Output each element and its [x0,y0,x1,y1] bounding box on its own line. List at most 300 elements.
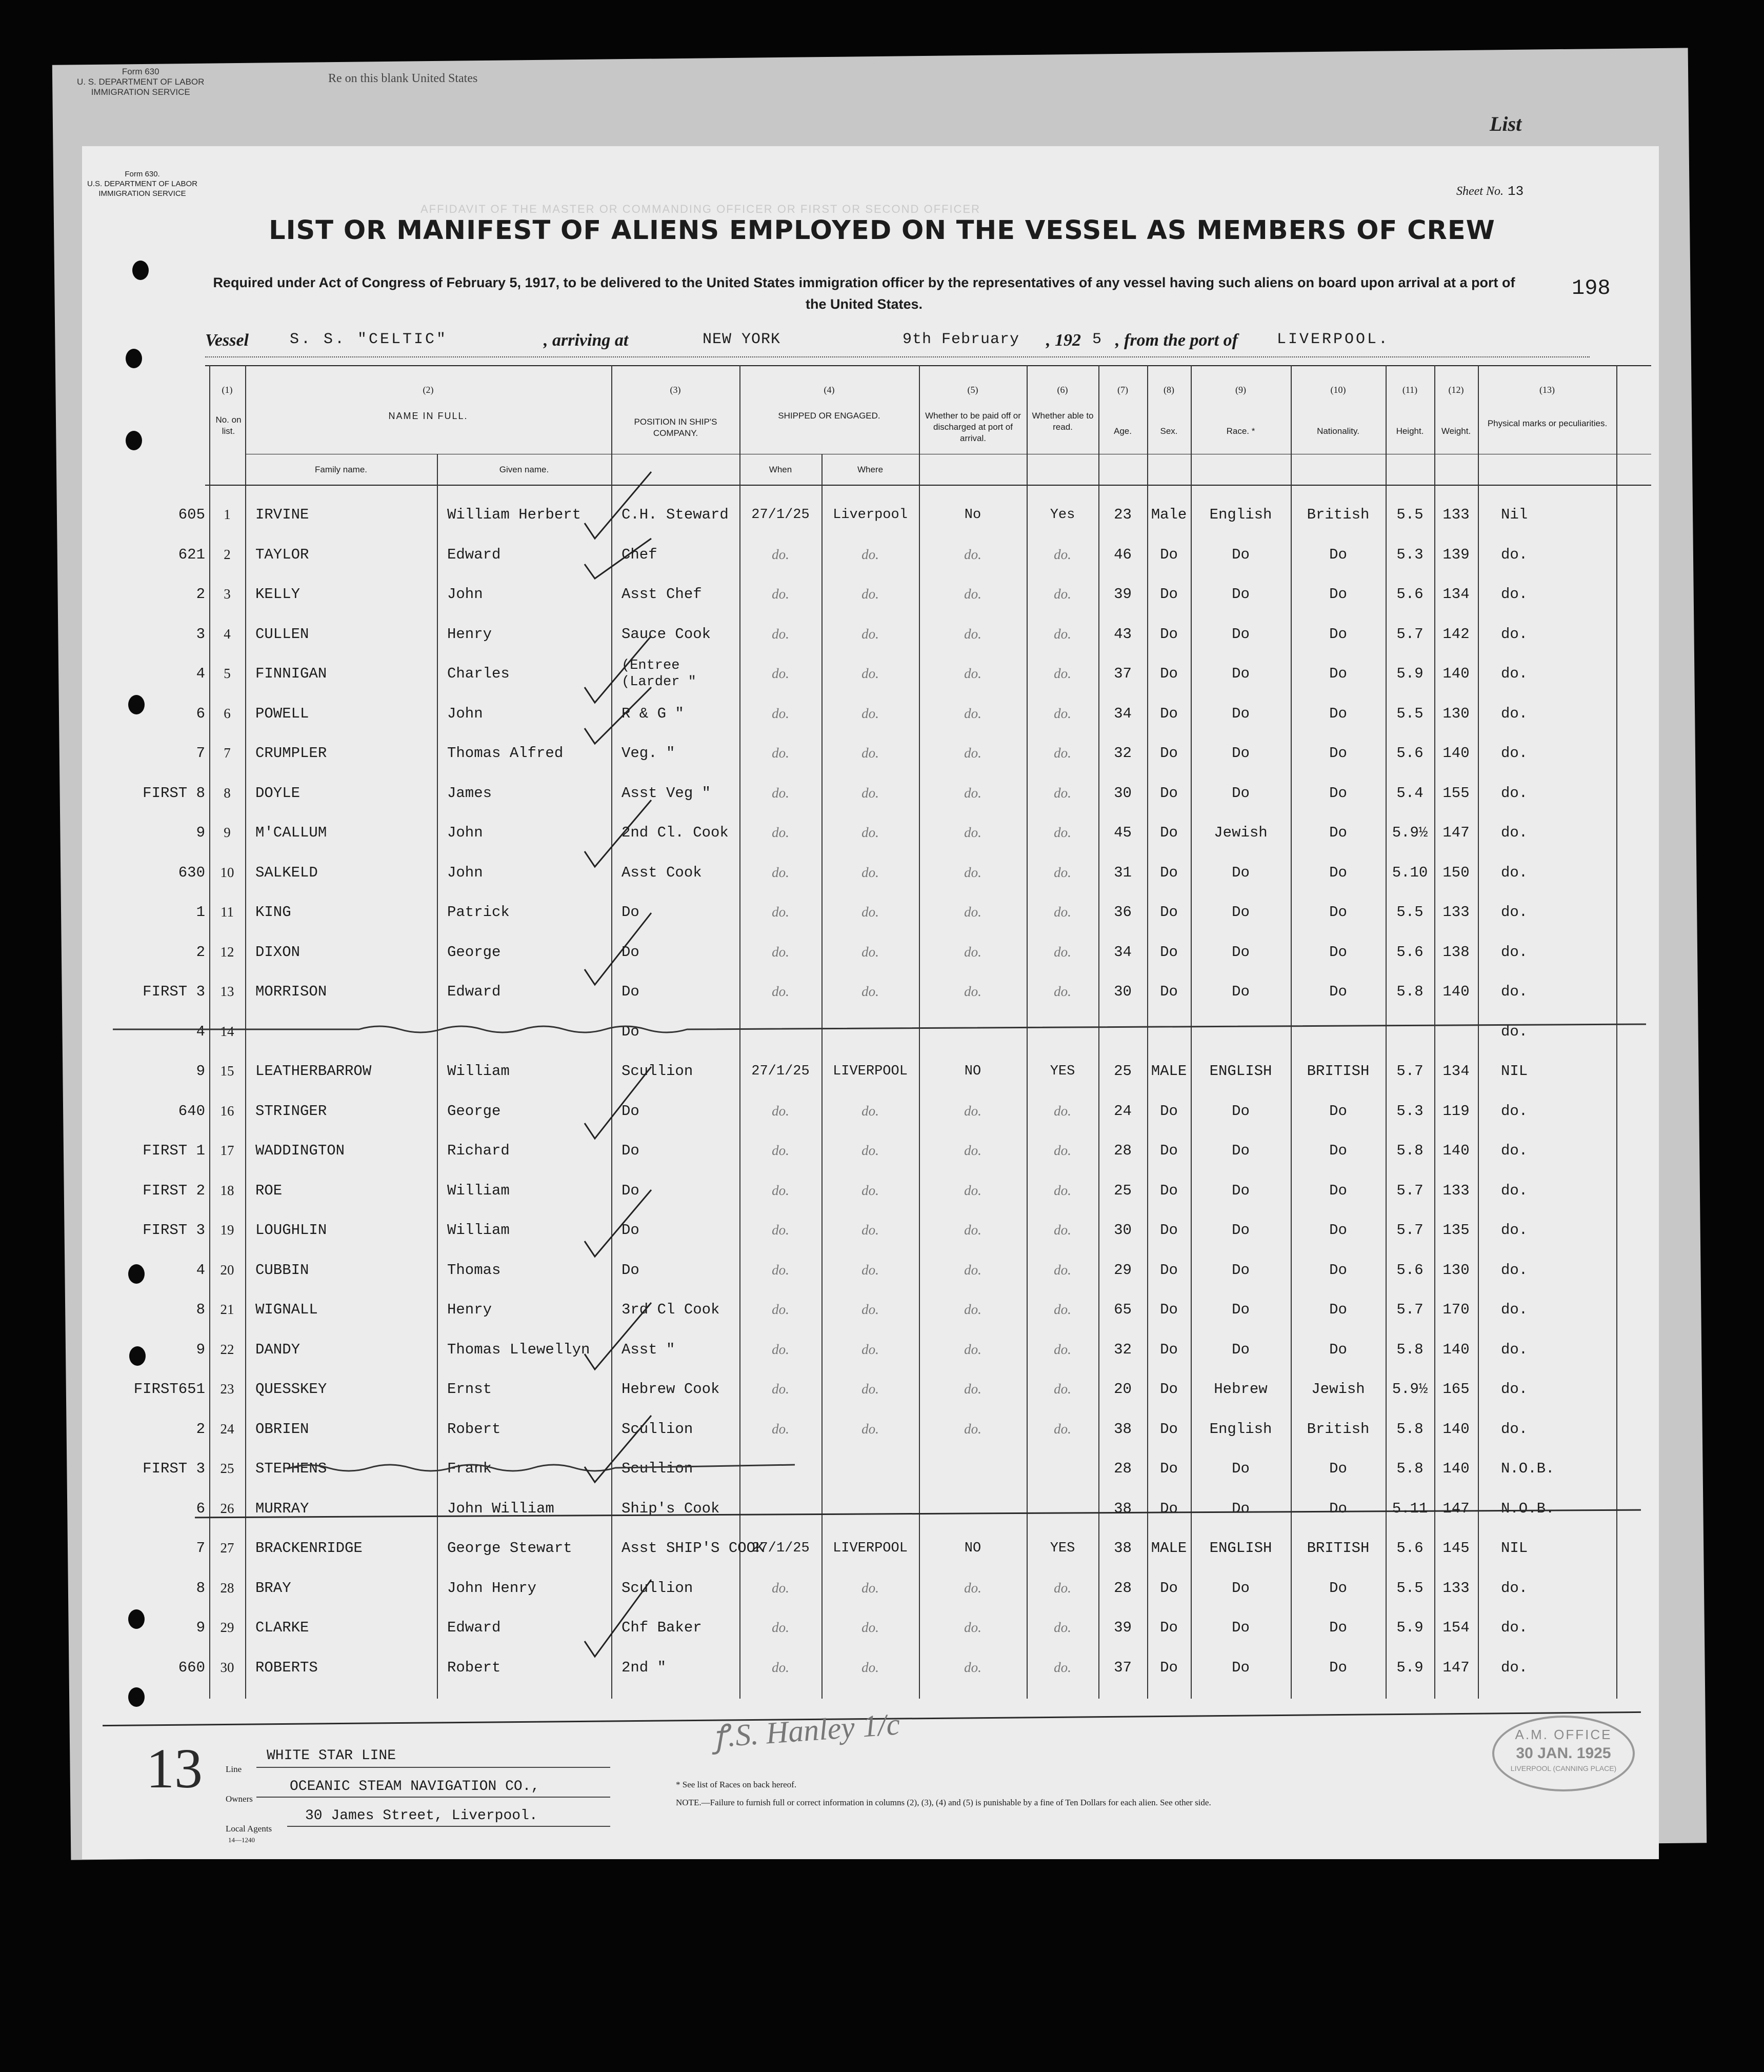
shipped-when: do. [772,1222,789,1238]
shipped-when: do. [772,904,789,920]
given-name: Edward [447,1619,501,1637]
sex: Do [1160,1500,1178,1517]
nationality: Do [1329,824,1347,842]
able-to-read: do. [1054,1341,1071,1357]
stamp-office: A.M. OFFICE [1515,1727,1612,1742]
weight: 140 [1442,983,1470,1001]
shipped-when: do. [772,944,789,960]
physical-marks: do. [1501,1142,1528,1160]
sex: Do [1160,904,1178,921]
given-name: William Herbert [447,506,582,524]
able-to-read: do. [1054,1381,1071,1397]
header-paid-off: Whether to be paid off or discharged at port of arrival. [925,411,1021,443]
age: 20 [1114,1381,1132,1398]
position: Do [622,1102,639,1120]
nationality: Jewish [1311,1381,1365,1398]
paid-off: do. [964,1580,981,1596]
paid-off: NO [964,1063,981,1079]
col-number: (12) [1448,385,1464,395]
physical-marks: do. [1501,1381,1528,1398]
weight: 150 [1442,864,1470,881]
row-number: 1 [224,507,231,523]
race: Do [1232,1261,1250,1279]
weight: 135 [1442,1222,1470,1239]
position: Asst Chef [622,586,702,603]
sex: Do [1160,625,1178,643]
given-name: John [447,824,483,842]
age: 25 [1114,1182,1132,1199]
row-mark: 630 [178,864,205,881]
weight: 154 [1442,1619,1470,1637]
row-number: 24 [220,1421,234,1437]
physical-marks: NIL [1501,1540,1528,1557]
row-number: 18 [220,1182,234,1198]
age: 32 [1114,1341,1132,1358]
height: 5.5 [1396,506,1424,524]
height: 5.7 [1396,625,1424,643]
physical-marks: do. [1501,943,1528,961]
shipped-where: do. [861,1262,879,1278]
shipped-where: do. [861,1143,879,1159]
race: Do [1232,665,1250,683]
weight: 134 [1442,586,1470,603]
penalty-note: NOTE.—Failure to furnish full or correct information in columns (2), (3), (4) and (5) is punishable by a fine of Ten Dollars for each alien. See other side. [676,1798,1211,1807]
given-name: John [447,864,483,881]
physical-marks: do. [1501,1301,1528,1319]
document-title: LIST OR MANIFEST OF ALIENS EMPLOYED ON THE VESSEL AS MEMBERS OF CREW [269,215,1495,246]
weight: 140 [1442,1460,1470,1478]
age: 45 [1114,824,1132,842]
height: 5.10 [1392,864,1428,881]
position: Scullion [622,1579,693,1597]
race: Do [1232,705,1250,722]
owners-underline [256,1797,610,1798]
family-name: ROBERTS [255,1659,318,1676]
position: Asst SHIP'S COOK [622,1540,765,1557]
age: 39 [1114,586,1132,603]
nationality: Do [1329,1460,1347,1478]
row-mark: 2 [196,1420,205,1438]
position: Do [622,1023,639,1040]
given-name: Richard [447,1142,510,1160]
race: Do [1232,943,1250,961]
sex: Do [1160,1301,1178,1319]
shipped-where: do. [861,1381,879,1397]
age: 24 [1114,1102,1132,1120]
sex: Do [1160,1222,1178,1239]
height: 5.8 [1396,1420,1424,1438]
family-name: KING [255,904,291,921]
shipped-when: do. [772,785,789,801]
given-name: Robert [447,1420,501,1438]
shipped-where: do. [861,1341,879,1357]
paid-off: do. [964,1143,981,1159]
weight: 165 [1442,1381,1470,1398]
race: Do [1232,983,1250,1001]
owners-label: Owners [226,1794,253,1804]
height: 5.8 [1396,1460,1424,1478]
given-name: James [447,784,492,802]
header-when: When [769,465,792,474]
col-number: (5) [967,385,978,395]
sex: Do [1160,1420,1178,1438]
position: Scullion [622,1460,693,1478]
physical-marks: do. [1501,1182,1528,1199]
nationality: Do [1329,864,1347,881]
age: 28 [1114,1460,1132,1478]
age: 31 [1114,864,1132,881]
shipped-where: do. [861,984,879,1000]
row-number: 2 [224,546,231,562]
age: 28 [1114,1142,1132,1160]
given-name: John [447,586,483,603]
col-number: (8) [1164,385,1174,395]
given-name: George [447,1102,501,1120]
height: 5.9½ [1392,1381,1428,1398]
able-to-read: do. [1054,825,1071,841]
shipped-where: do. [861,1421,879,1437]
weight: 155 [1442,784,1470,802]
from-label: , from the port of [1115,331,1238,350]
row-number: 20 [220,1262,234,1278]
back-list-label: List [1490,112,1522,135]
given-name: Ernst [447,1381,492,1398]
shipped-where: do. [861,745,879,761]
able-to-read [1027,1449,1098,1489]
given-name: William [447,1063,510,1080]
height: 5.9½ [1392,824,1428,842]
row-mark: 2 [196,943,205,961]
weight: 140 [1442,745,1470,762]
physical-marks: do. [1501,784,1528,802]
shipped-when: do. [772,1143,789,1159]
age: 28 [1114,1579,1132,1597]
row-mark: 2 [196,586,205,603]
row-mark: 660 [178,1659,205,1676]
paid-off: NO [964,1540,981,1556]
able-to-read: do. [1054,1262,1071,1278]
header-position: POSITION IN SHIP'S COMPANY. [634,417,717,438]
row-mark: 9 [196,1619,205,1637]
weight: 130 [1442,705,1470,722]
col-number: (10) [1330,385,1346,395]
shipped-when: do. [772,745,789,761]
able-to-read: do. [1054,904,1071,920]
table-row [103,932,1641,972]
given-name: Edward [447,546,501,563]
able-to-read: do. [1054,626,1071,642]
back-partial-heading: Re on this blank United States [328,72,478,85]
family-name: ROE [255,1182,283,1199]
race: Do [1232,1301,1250,1319]
shipped-where: do. [861,1302,879,1318]
sheet-number-value: 13 [1507,184,1524,199]
height: 5.5 [1396,705,1424,722]
physical-marks: do. [1501,1023,1528,1040]
position: Asst Veg " [622,784,711,802]
weight: 140 [1442,1420,1470,1438]
table-row [103,1648,1641,1688]
sex: Do [1160,1460,1178,1478]
family-name: LEATHERBARROW [255,1063,372,1080]
nationality: Do [1329,1142,1347,1160]
family-name: DOYLE [255,784,300,802]
family-name: CLARKE [255,1619,309,1637]
height: 5.8 [1396,1341,1424,1358]
back-form-id: Form 630 U. S. DEPARTMENT OF LABOR IMMIGRATION SERVICE [77,67,205,97]
race: Do [1232,625,1250,643]
row-number: 12 [220,944,234,960]
height: 5.7 [1396,1182,1424,1199]
shipped-when: do. [772,984,789,1000]
nationality: Do [1329,784,1347,802]
nationality: Do [1329,1659,1347,1676]
given-name: John Henry [447,1579,537,1597]
table-row [103,654,1641,694]
age: 65 [1114,1301,1132,1319]
family-name: SALKELD [255,864,318,881]
shipped-when: do. [772,666,789,682]
weight: 133 [1442,904,1470,921]
race: Do [1232,864,1250,881]
paid-off: do. [964,626,981,642]
weight: 134 [1442,1063,1470,1080]
race: Do [1232,1619,1250,1637]
height: 5.7 [1396,1301,1424,1319]
row-number: 28 [220,1580,234,1596]
height: 5.8 [1396,1142,1424,1160]
row-number: 14 [220,1023,234,1039]
table-row [103,1608,1641,1648]
shipped-when: do. [772,546,789,562]
able-to-read: do. [1054,1580,1071,1596]
family-name: FINNIGAN [255,665,327,683]
physical-marks: N.O.B. [1501,1500,1555,1517]
stamp-date: 30 JAN. 1925 [1516,1745,1611,1762]
row-number: 4 [224,626,231,642]
paid-off: do. [964,864,981,880]
physical-marks: do. [1501,824,1528,842]
position: Do [622,1142,639,1160]
family-name: BRAY [255,1579,291,1597]
height: 5.6 [1396,1540,1424,1557]
strike-row-14 [113,1018,1646,1039]
row-mark: FIRST 3 [143,983,205,1001]
race: Do [1232,1579,1250,1597]
weight: 138 [1442,943,1470,961]
faint-backprint-heading: AFFIDAVIT OF THE MASTER OR COMMANDING OFFICER OR FIRST OR SECOND OFFICER [420,203,981,215]
age: 43 [1114,625,1132,643]
header-where: Where [857,465,884,474]
crew-table-body [103,495,1641,1687]
sex: Do [1160,943,1178,961]
shipped-when: do. [772,1580,789,1596]
age: 46 [1114,546,1132,563]
able-to-read: YES [1050,1540,1075,1556]
physical-marks: do. [1501,1222,1528,1239]
shipped-when: do. [772,825,789,841]
weight: 140 [1442,665,1470,683]
height: 5.4 [1396,784,1424,802]
physical-marks: do. [1501,1619,1528,1637]
table-row [103,1369,1641,1409]
height: 5.3 [1396,1102,1424,1120]
nationality: Do [1329,625,1347,643]
nationality: Do [1329,1500,1347,1517]
arrival-date: 9th February [903,331,1020,348]
table-row [103,972,1641,1012]
shipped-when: 27/1/25 [751,507,810,523]
shipped-where [821,1489,919,1529]
table-row [103,614,1641,654]
position: R & G " [622,705,684,722]
nationality: Do [1329,1301,1347,1319]
row-number: 11 [221,904,234,920]
position: Asst Cook [622,864,702,881]
table-row [103,1409,1641,1449]
able-to-read: do. [1054,1659,1071,1675]
row-number: 8 [224,785,231,801]
given-name: Thomas Alfred [447,745,564,762]
race: English [1209,506,1272,524]
position: Scullion [622,1063,693,1080]
height: 5.5 [1396,904,1424,921]
handwritten-sheet-number: 13 [146,1737,203,1800]
row-mark: 6 [196,705,205,722]
able-to-read: do. [1054,944,1071,960]
sex: Do [1160,824,1178,842]
weight: 147 [1442,1659,1470,1676]
row-mark: 8 [196,1301,205,1319]
physical-marks: do. [1501,586,1528,603]
check-marks [564,462,677,1692]
nationality: Do [1329,586,1347,603]
family-name: CRUMPLER [255,745,327,762]
family-name: BRACKENRIDGE [255,1540,363,1557]
paid-off: do. [964,825,981,841]
given-name: Henry [447,625,492,643]
table-row [103,1330,1641,1370]
shipped-where: do. [861,1580,879,1596]
table-row [103,1131,1641,1171]
shipped-when: do. [772,1262,789,1278]
physical-marks: N.O.B. [1501,1460,1555,1478]
able-to-read: do. [1054,1421,1071,1437]
given-name: Thomas Llewellyn [447,1341,590,1358]
sheet-number-label: Sheet No. [1456,185,1504,198]
paid-off: do. [964,745,981,761]
given-name: Patrick [447,904,510,921]
paid-off: do. [964,546,981,562]
race: Hebrew [1214,1381,1268,1398]
able-to-read: do. [1054,1620,1071,1636]
physical-marks: do. [1501,864,1528,881]
family-name: TAYLOR [255,546,309,563]
shipped-where: do. [861,666,879,682]
race: Do [1232,1182,1250,1199]
shipped-where: do. [861,705,879,721]
race: Do [1232,1659,1250,1676]
weight: 170 [1442,1301,1470,1319]
family-name: M'CALLUM [255,824,327,842]
row-number: 27 [220,1540,234,1556]
nationality: Do [1329,943,1347,961]
table-row [103,1091,1641,1131]
position: Veg. " [622,745,675,762]
able-to-read: YES [1050,1063,1075,1079]
able-to-read: do. [1054,1302,1071,1318]
shipped-when: do. [772,705,789,721]
shipped-when: 27/1/25 [751,1540,810,1556]
paid-off: do. [964,904,981,920]
age: 30 [1114,983,1132,1001]
shipped-where: Liverpool [833,507,908,523]
able-to-read: do. [1054,1182,1071,1198]
age: 38 [1114,1540,1132,1557]
row-mark: 6 [196,1500,205,1517]
table-row [103,535,1641,575]
line-value: WHITE STAR LINE [267,1748,396,1764]
weight: 139 [1442,546,1470,563]
able-to-read: do. [1054,864,1071,880]
nationality: Do [1329,1102,1347,1120]
family-name: OBRIEN [255,1420,309,1438]
paid-off: do. [964,666,981,682]
given-name: Thomas [447,1261,501,1279]
nationality: Do [1329,1261,1347,1279]
table-row [103,1051,1641,1091]
weight: 147 [1442,1500,1470,1517]
sex: MALE [1151,1063,1187,1080]
vessel-underline [205,356,1590,357]
sex: Do [1160,705,1178,722]
shipped-when [739,1489,821,1529]
row-number: 19 [220,1222,234,1238]
paid-off: do. [964,1381,981,1397]
age: 38 [1114,1500,1132,1517]
weight: 140 [1442,1142,1470,1160]
sex: Do [1160,784,1178,802]
shipped-where: do. [861,586,879,602]
paid-off: do. [964,1262,981,1278]
shipped-where: do. [861,1659,879,1675]
age: 37 [1114,1659,1132,1676]
row-mark: 3 [196,625,205,643]
row-mark: FIRST 2 [143,1182,205,1199]
height: 5.7 [1396,1063,1424,1080]
nationality: Do [1329,665,1347,683]
shipped-where: do. [861,825,879,841]
year-digit: 5 [1092,331,1104,348]
stamp-place: LIVERPOOL (CANNING PLACE) [1510,1764,1617,1772]
shipped-where: do. [861,944,879,960]
row-number: 21 [220,1302,234,1318]
table-row [103,1568,1641,1608]
paid-off [919,1489,1027,1529]
given-name: Henry [447,1301,492,1319]
arrival-port: NEW YORK [703,331,781,348]
col-number: (2) [423,385,434,395]
line-underline [256,1767,610,1768]
able-to-read [1027,1489,1098,1529]
shipped-where: do. [861,1182,879,1198]
weight: 133 [1442,1579,1470,1597]
race: ENGLISH [1209,1540,1272,1557]
able-to-read: do. [1054,666,1071,682]
race: Do [1232,586,1250,603]
race: Do [1232,546,1250,563]
row-mark: 4 [196,1261,205,1279]
